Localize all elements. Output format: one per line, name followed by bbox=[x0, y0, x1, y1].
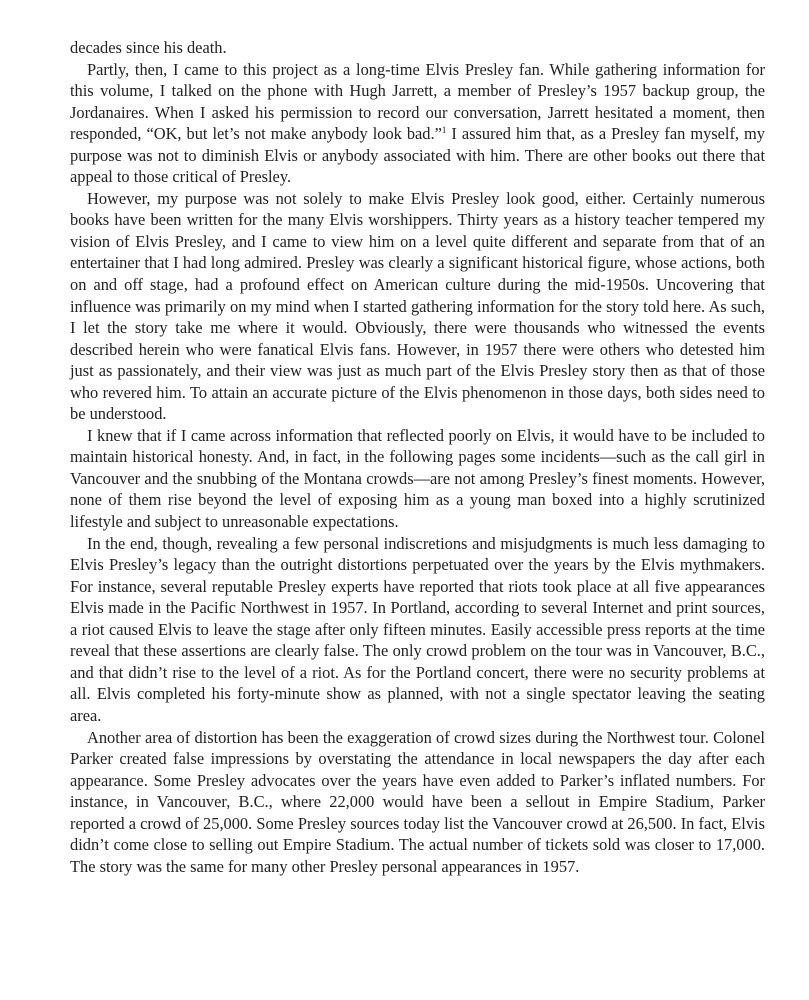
paragraph-fan-project bbox=[70, 59, 765, 188]
paragraph-historical-honesty: I knew that if I came across information that reflected poorly on Elvis, it would have to be included to maintain historical honesty. And, in fact, in the following pages some incidents—such as the call girl in Vancouver and the snubbing of the Montana crowds—are not among Presley’s finest moments. However, none of them rise beyond the level of exposing him as a young man boxed into a highly scrutinized lifestyle and subject to unreasonable expectations. bbox=[70, 425, 765, 532]
paragraph-continuation: decades since his death. bbox=[70, 38, 227, 57]
paragraph-distortions: In the end, though, revealing a few personal indiscretions and misjudgments is much less damaging to Elvis Presley’s legacy than the outright distortions perpetuated over the years by the Elvis mythmakers. For instance, several reputable Presley experts have reported that riots took place at all five appearances Elvis made in the Pacific Northwest in 1957. In Portland, according to several Internet and print sources, a riot caused Elvis to leave the stage after only fifteen minutes. Easily accessible press reports at the time reveal that these assertions are clearly false. The only crowd problem on the tour was in Vancouver, B.C., and that didn’t rise to the level of a riot. As for the Portland concert, there were no security problems at all. Elvis completed his forty-minute show as planned, with not a single spectator leaving the seating area. bbox=[70, 533, 765, 725]
footnote-marker: 1 bbox=[441, 125, 447, 136]
book-page-body bbox=[70, 37, 765, 877]
paragraph-purpose: However, my purpose was not solely to make Elvis Presley look good, either. Certainly numerous books have been written for the many Elvis worshippers. Thirty years as a history teacher tempered my vision of Elvis Presley, and I came to view him on a level quite different and separate from that of an entertainer that I had long admired. Presley was clearly a significant historical figure, whose actions, both on and off stage, had a profound effect on American culture during the mid-1950s. Uncovering that influence was primarily on my mind when I started gathering information for the story told here. As such, I let the story take me where it would. Obviously, there were thousands who witnessed the events described herein who were fanatical Elvis fans. However, in 1957 there were others who detested him just as passionately, and their view was just as much part of the Elvis Presley story then as that of those who revered him. To attain an accurate picture of the Elvis phenomenon in those days, both sides need to be understood. bbox=[70, 188, 765, 424]
paragraph-text: Partly, then, I came to this project as a long-time Elvis Presley fan. While gathering information for this volume, I talked on the phone with Hugh Jarrett, a member of Presley’s 1957 backup group, the Jordanaires. When I asked his permission to record our conversation, Jarrett hesitated a moment, then responded, “OK, but let’s not make anybody look bad.” bbox=[70, 59, 765, 144]
paragraph-crowd-sizes: Another area of distortion has been the exaggeration of crowd sizes during the Northwest tour. Colonel Parker created false impressions by overstating the attendance in local newspapers the day after each appearance. Some Presley advocates over the years have even added to Parker’s inflated numbers. For instance, in Vancouver, B.C., where 22,000 would have been a sellout in Empire Stadium, Parker reported a crowd of 25,000. Some Presley sources today list the Vancouver crowd at 26,500. In fact, Elvis didn’t come close to selling out Empire Stadium. The actual number of tickets sold was closer to 17,000. The story was the same for many other Presley personal appearances in 1957. bbox=[70, 727, 765, 876]
paragraph-text: I assured him that, as a Presley fan myself, my purpose was not to diminish Elvis or anybody associated with him. There are other books out there that appeal to those critical of Presley. bbox=[70, 124, 765, 187]
